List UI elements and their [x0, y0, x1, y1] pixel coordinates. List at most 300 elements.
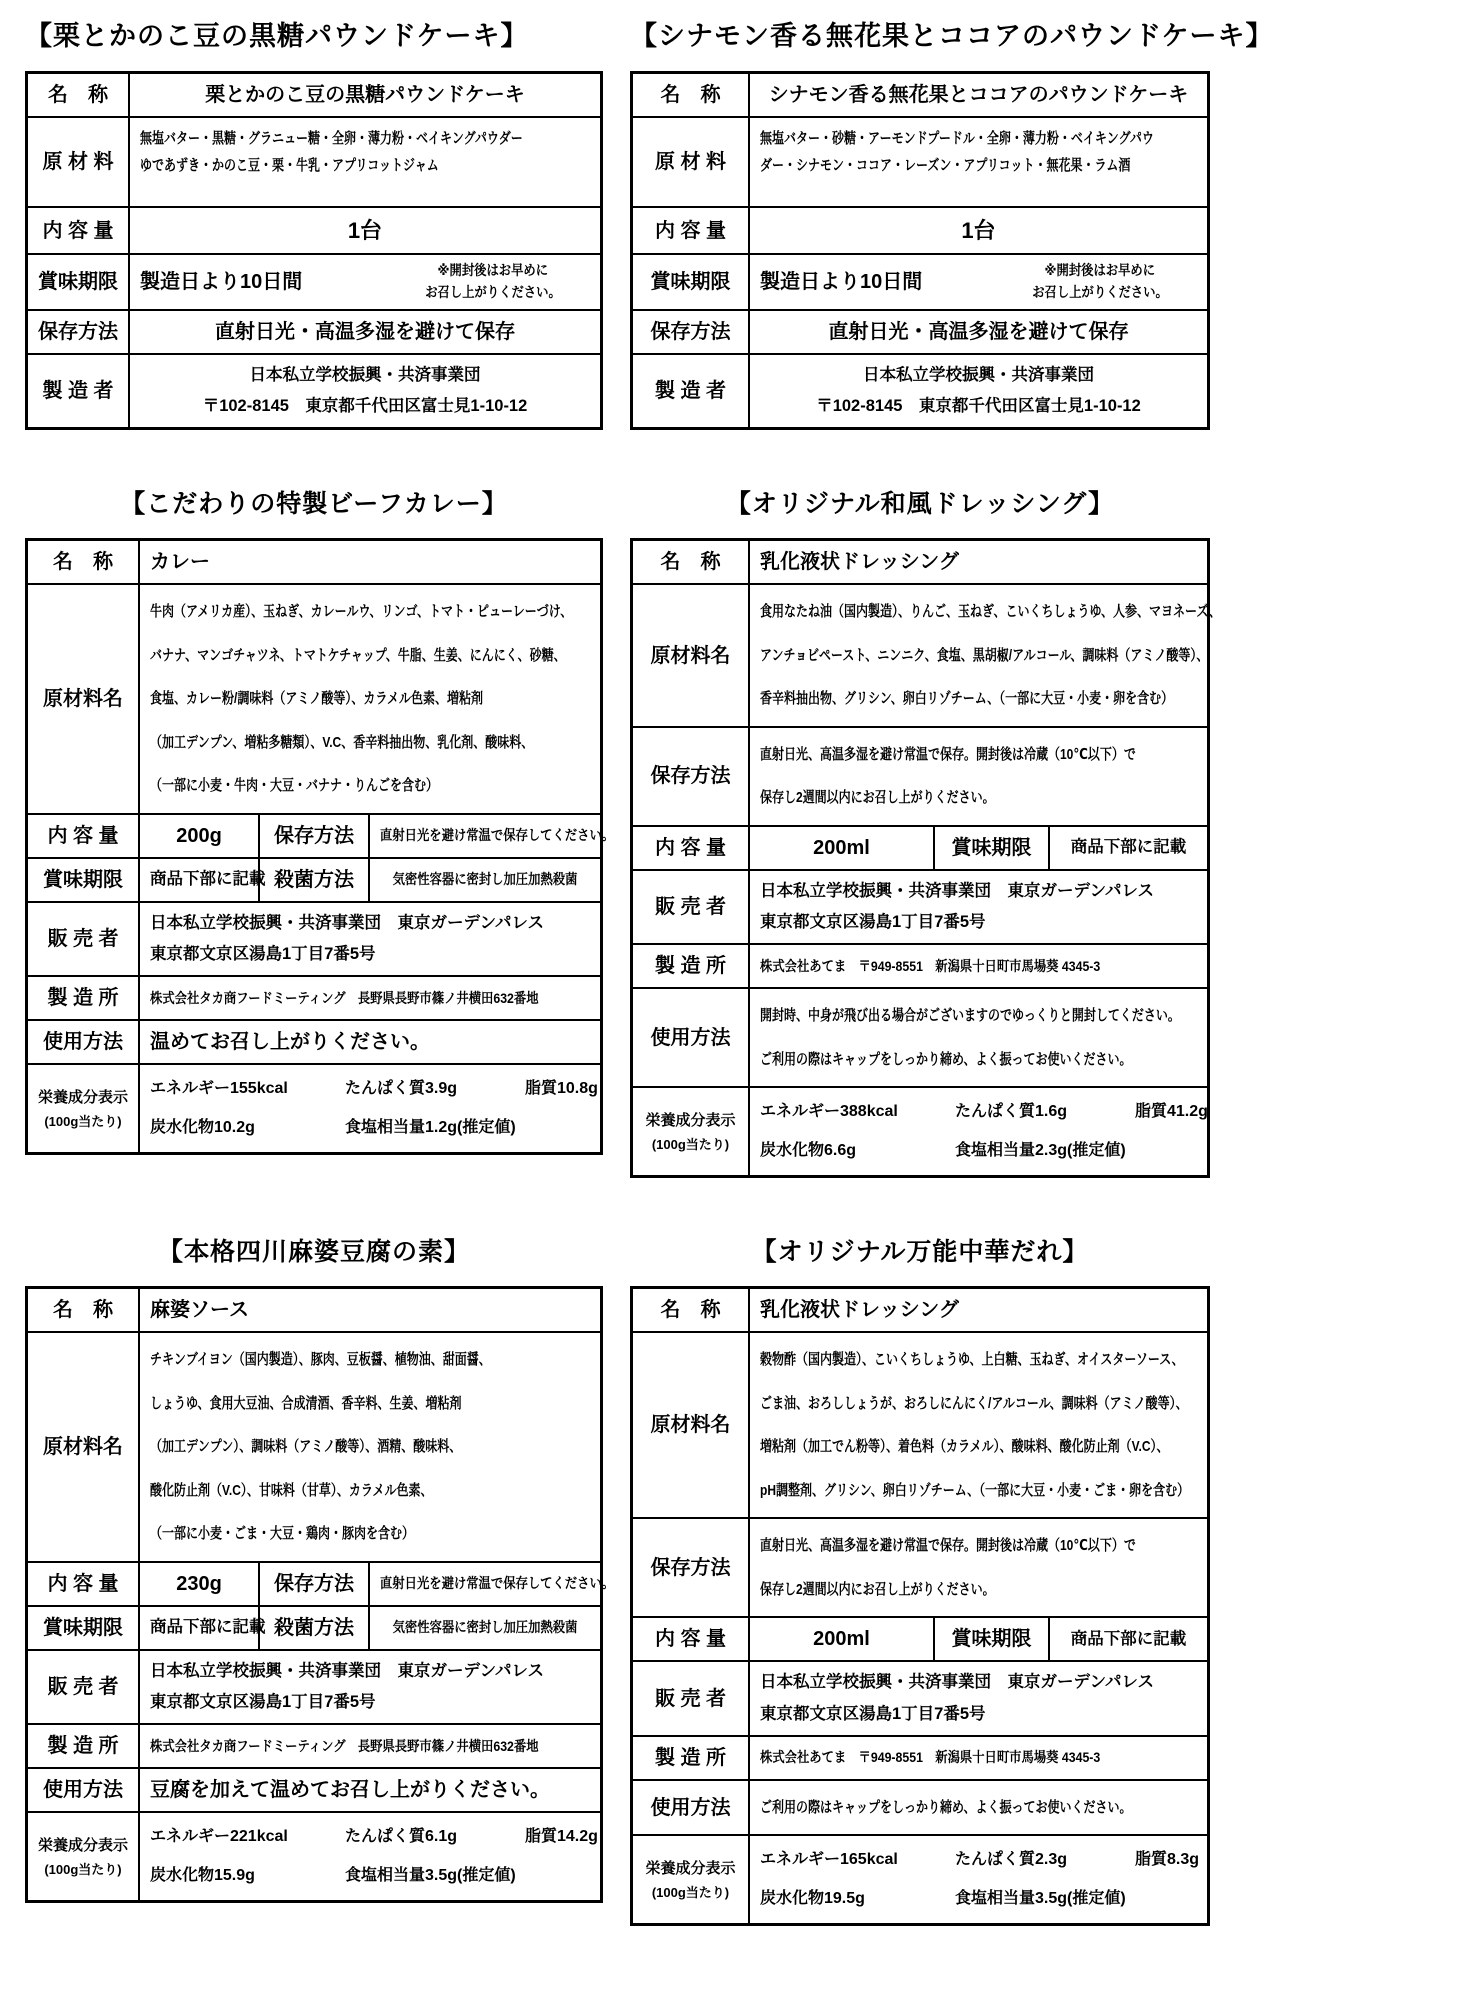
row-value [128, 208, 600, 253]
text-line: 栄養成分表示 [37, 1089, 128, 1107]
row-value [748, 355, 1207, 428]
text-line: 無塩バター・黒糖・グラニュー糖・全卵・薄力粉・ベイキングパウダー [140, 130, 523, 147]
text-line: お召し上がりください。 [1031, 283, 1168, 300]
nutrition-item: 炭水化物19.5g [760, 1889, 865, 1907]
row-value [748, 255, 992, 308]
text-line [760, 1841, 1200, 1879]
text-line: 〒102-8145 東京都千代田区富士見1-10-12 [816, 396, 1141, 415]
row-value [128, 311, 600, 353]
row-label [28, 1725, 138, 1767]
text-line: 1台 [961, 218, 996, 243]
row-value [138, 1725, 600, 1767]
table-row [633, 253, 1207, 308]
text-line: 内 容 量 [42, 219, 114, 242]
text-line [150, 1070, 598, 1108]
text-line: ご利用の際はキャップをしっかり締め、よく振ってお使いください。 [760, 1050, 1132, 1068]
text-line: 栄養成分表示 [645, 1860, 736, 1877]
table-row [28, 309, 600, 353]
nutrition-item: 脂質8.3g [1135, 1851, 1200, 1869]
row-label [633, 827, 748, 869]
table-row [28, 206, 600, 253]
product-cinnamon-fig-cocoa-pound-cake [630, 14, 1274, 430]
text-line: 豆腐を加えて温めてお召し上がりください。 [150, 1779, 550, 1802]
table-row [633, 1517, 1207, 1616]
row-value [748, 1289, 1207, 1331]
table-row [28, 1649, 600, 1724]
table-row [28, 1561, 615, 1605]
text-line: 酸化防止剤（V.C）、甘味料（甘草）、カラメル色素、 [150, 1481, 433, 1499]
nutrition-values [748, 1088, 1207, 1175]
row-value [748, 989, 1207, 1086]
text-line: アンチョビペースト、ニンニク、食塩、黒胡椒/アルコール、調味料（アミノ酸等）、 [760, 646, 1209, 664]
row-value [138, 1563, 258, 1605]
text-line: ごま油、おろししょうが、おろしにんにく/アルコール、調味料（アミノ酸等）、 [760, 1394, 1188, 1412]
table-row [28, 975, 600, 1019]
text-line: 名 称 [660, 84, 721, 106]
text-line: 商品下部に記載 [150, 870, 266, 889]
table-row [633, 1735, 1207, 1779]
nutrition-values [138, 1065, 600, 1152]
nutrition-label [28, 1065, 138, 1152]
opened-note [385, 255, 600, 308]
nutrition-label [633, 1088, 748, 1175]
text-line: 株式会社あてま 〒949-8551 新潟県十日町市馬場葵 4345-3 [760, 957, 1101, 974]
table-row [28, 253, 600, 308]
row-label [28, 118, 128, 206]
row-label [633, 945, 748, 987]
row-label [28, 311, 128, 353]
text-line: 200ml [813, 1628, 870, 1651]
text-line: 使用方法 [650, 1026, 731, 1049]
row-value [748, 1737, 1207, 1779]
text-line: 賞味期限 [43, 868, 123, 891]
table-row [633, 1779, 1207, 1835]
text-line: 日本私立学校振興・共済事業団 東京ガーデンパレス [760, 1673, 1155, 1692]
text-line: 原材料名 [650, 644, 731, 667]
text-line: 増粘剤（加工でん粉等）、着色料（カラメル）、酸味料、酸化防止剤（V.C）、 [760, 1438, 1169, 1456]
table-row [28, 857, 600, 901]
row-label [633, 74, 748, 116]
text-line: 保存方法 [650, 1556, 731, 1579]
nutrition-item: 脂質41.2g [1135, 1103, 1208, 1121]
text-line: 直射日光・高温多湿を避けて保存 [828, 320, 1129, 343]
row-value [138, 1769, 600, 1811]
text-line: 栄養成分表示 [37, 1837, 128, 1854]
text-line: (100g当たり) [44, 1861, 122, 1877]
text-line: ※開封後はお早めに [1044, 262, 1155, 279]
opened-note [992, 255, 1207, 308]
text-line: 1台 [347, 218, 383, 243]
text-line: 牛肉（アメリカ産）、玉ねぎ、カレールウ、リンゴ、トマト・ピューレーづけ、 [150, 603, 573, 621]
row-value [138, 1607, 266, 1649]
text-line: 賞味期限 [650, 270, 731, 293]
row-value [368, 1607, 600, 1649]
text-line: カレー [150, 551, 210, 574]
row-label [633, 255, 748, 308]
text-line: 商品下部に記載 [1070, 1629, 1187, 1648]
text-line: バナナ、マンゴチャツネ、トマトケチャップ、牛脂、生姜、にんにく、砂糖、 [150, 646, 566, 664]
nutrition-item: たんぱく質2.3g [955, 1851, 1068, 1869]
text-line: 日本私立学校振興・共済事業団 東京ガーデンパレス [150, 1661, 545, 1680]
table-row [633, 726, 1207, 825]
table-row [28, 1063, 600, 1152]
row-value [748, 1618, 933, 1660]
row-value [138, 1333, 600, 1561]
table-row [28, 813, 615, 857]
row-value [138, 815, 258, 857]
text-line: 原 材 料 [42, 151, 114, 173]
table-row [633, 1660, 1207, 1735]
row-label [633, 871, 748, 944]
text-line: 販 売 者 [654, 1687, 727, 1710]
row-value [128, 255, 385, 308]
table-row [633, 943, 1207, 987]
row-value [748, 1333, 1207, 1517]
product-beef-curry [25, 484, 615, 1155]
table-row [28, 353, 600, 428]
row-value [748, 827, 933, 869]
text-line: pH調整剤、グリシン、卵白リゾチーム、（一部に大豆・小麦・ごま・卵を含む） [760, 1481, 1190, 1499]
row-value [368, 815, 615, 857]
row-label [258, 1607, 368, 1649]
row-label [28, 1651, 138, 1724]
row-label [28, 1769, 138, 1811]
table-row [633, 1834, 1207, 1923]
row-label [258, 815, 368, 857]
row-label [258, 859, 368, 901]
row-label [633, 585, 748, 726]
row-label [633, 728, 748, 825]
table-row [633, 869, 1207, 944]
row-label [28, 1607, 138, 1649]
text-line: （一部に小麦・ごま・大豆・鶏肉・豚肉を含む） [150, 1525, 415, 1543]
row-value [138, 903, 600, 976]
row-value [138, 1651, 600, 1724]
row-value [368, 859, 600, 901]
table-row [633, 1289, 1207, 1331]
row-label [28, 815, 138, 857]
text-line: (100g当たり) [651, 1136, 730, 1152]
row-value [748, 585, 1221, 726]
nutrition-item: 食塩相当量3.5g(推定値) [955, 1889, 1126, 1907]
text-line: 栄養成分表示 [645, 1112, 736, 1130]
text-line: 賞味期限 [38, 270, 118, 293]
text-line: 株式会社タカ商フードミーティング 長野県長野市篠ノ井横田632番地 [150, 1737, 539, 1754]
text-line: 殺菌方法 [274, 868, 354, 891]
text-line: 東京都文京区湯島1丁目7番5号 [150, 945, 376, 964]
text-line: 内 容 量 [47, 824, 119, 847]
text-line: 麻婆ソース [150, 1299, 249, 1322]
text-line [150, 1857, 590, 1895]
text-line: 保存方法 [650, 320, 731, 343]
product-kuri-kanoko-pound-cake [25, 14, 603, 430]
table-row [28, 1723, 600, 1767]
text-line: 製造日より10日間 [140, 270, 303, 293]
row-value [1048, 827, 1207, 869]
row-label [633, 1662, 748, 1735]
text-line: 穀物酢（国内製造）、こいくちしょうゆ、上白糖、玉ねぎ、オイスターソース、 [760, 1351, 1184, 1369]
text-line: 保存方法 [38, 320, 118, 343]
text-line: ダー・シナモン・ココア・レーズン・アプリコット・無花果・ラム酒 [760, 157, 1131, 174]
spec-table [630, 538, 1221, 1178]
text-line: ご利用の際はキャップをしっかり締め、よく振ってお使いください。 [760, 1798, 1132, 1816]
row-value [138, 859, 266, 901]
text-line: 殺菌方法 [274, 1616, 354, 1639]
text-line: 200g [176, 824, 222, 847]
text-line: 直射日光を避け常温で保存してください。 [380, 1574, 615, 1591]
text-line: 気密性容器に密封し加圧加熱殺菌 [392, 1618, 578, 1635]
table-row [633, 206, 1207, 253]
text-line: シナモン香る無花果とココアのパウンドケーキ [768, 84, 1189, 106]
nutrition-item: エネルギー388kcal [760, 1103, 898, 1121]
text-line: しょうゆ、食用大豆油、合成清酒、香辛料、生姜、増粘剤 [150, 1394, 462, 1412]
row-value [748, 945, 1207, 987]
row-label [633, 311, 748, 353]
row-value [128, 118, 600, 206]
table-row [28, 74, 600, 116]
text-line: チキンブイヨン（国内製造）、豚肉、豆板醤、植物油、甜面醤、 [150, 1351, 491, 1369]
table-row [633, 825, 1207, 869]
table-row [28, 1811, 600, 1900]
table-row [28, 1289, 600, 1331]
text-line: 気密性容器に密封し加圧加熱殺菌 [392, 870, 578, 887]
text-line: 販 売 者 [654, 896, 727, 919]
row-label [933, 1618, 1048, 1660]
nutrition-item: 炭水化物6.6g [760, 1141, 857, 1159]
row-value [138, 585, 600, 813]
text-line: 乳化液状ドレッシング [760, 551, 959, 574]
table-row [633, 583, 1221, 726]
table-row [633, 74, 1207, 116]
text-line: 香辛料抽出物、グリシン、卵白リゾチーム、（一部に大豆・小麦・卵を含む） [760, 690, 1174, 708]
row-label [28, 355, 128, 428]
row-label [633, 1289, 748, 1331]
row-value [748, 311, 1207, 353]
table-row [633, 541, 1207, 583]
text-line: 賞味期限 [951, 836, 1032, 859]
text-line: 保存方法 [274, 824, 354, 847]
product-title: 【本格四川麻婆豆腐の素】 [157, 1238, 470, 1267]
text-line: 原材料名 [43, 1435, 123, 1458]
row-label [633, 541, 748, 583]
row-value [748, 1781, 1207, 1835]
text-line: 名 称 [53, 1299, 113, 1322]
text-line: 販 売 者 [47, 928, 119, 951]
text-line: （加工デンプン）、調味料（アミノ酸等）、酒精、酸味料、 [150, 1438, 462, 1456]
text-line: 原 材 料 [654, 151, 727, 173]
row-label [28, 903, 138, 976]
text-line: 保存方法 [650, 765, 731, 788]
row-value [748, 118, 1207, 206]
row-label [633, 208, 748, 253]
text-line: 栗とかのこ豆の黒糖パウンドケーキ [205, 84, 525, 106]
nutrition-item: エネルギー165kcal [760, 1851, 898, 1869]
text-line: 200ml [813, 836, 870, 859]
nutrition-item: 脂質14.2g [525, 1828, 598, 1846]
row-label [933, 827, 1048, 869]
product-mabo-tofu-sauce [25, 1232, 615, 1903]
row-value [128, 355, 600, 428]
text-line: 食塩、カレー粉/調味料（アミノ酸等）、カラメル色素、増粘剤 [150, 690, 483, 708]
nutrition-item: 食塩相当量2.3g(推定値) [955, 1141, 1126, 1159]
text-line: 乳化液状ドレッシング [760, 1299, 959, 1322]
text-line [760, 1093, 1208, 1131]
text-line: 製 造 所 [654, 1746, 727, 1769]
nutrition-item: たんぱく質1.6g [955, 1103, 1068, 1121]
text-line: 原材料名 [650, 1414, 731, 1437]
text-line: 名 称 [660, 551, 721, 574]
row-label [633, 1781, 748, 1835]
text-line: お召し上がりください。 [424, 283, 561, 300]
row-value [748, 74, 1207, 116]
row-label [28, 1563, 138, 1605]
text-line: 直射日光を避け常温で保存してください。 [380, 826, 615, 843]
text-line: 株式会社あてま 〒949-8551 新潟県十日町市馬場葵 4345-3 [760, 1749, 1101, 1766]
text-line: （一部に小麦・牛肉・大豆・バナナ・りんごを含む） [150, 777, 439, 795]
text-line: 内 容 量 [654, 1628, 727, 1651]
text-line: （加工デンプン、増粘多糖類）、V.C、香辛料抽出物、乳化剤、酸味料、 [150, 733, 534, 751]
row-label [28, 585, 138, 813]
text-line: (100g当たり) [44, 1113, 122, 1129]
text-line: 直射日光・高温多湿を避けて保存 [215, 320, 515, 343]
table-row [28, 1767, 600, 1811]
table-row [28, 541, 600, 583]
spec-table [630, 71, 1210, 430]
text-line: 日本私立学校振興・共済事業団 東京ガーデンパレス [150, 913, 545, 932]
text-line: 賞味期限 [951, 1628, 1032, 1651]
text-line: 製 造 者 [42, 379, 114, 402]
text-line: 開封時、中身が飛び出る場合がございますのでゆっくりと開封してください。 [760, 1007, 1180, 1025]
text-line [760, 1880, 1197, 1918]
text-line: 使用方法 [43, 1031, 123, 1054]
text-line: 内 容 量 [654, 219, 727, 242]
table-row [633, 1616, 1207, 1660]
text-line: 使用方法 [43, 1779, 123, 1802]
text-line [760, 1132, 1197, 1170]
table-row [633, 309, 1207, 353]
text-line: 内 容 量 [654, 836, 727, 859]
table-row [633, 987, 1207, 1086]
text-line: 〒102-8145 東京都千代田区富士見1-10-12 [202, 396, 528, 415]
text-line: 保存方法 [274, 1572, 354, 1595]
text-line: ゆであずき・かのこ豆・栗・牛乳・アプリコットジャム [140, 157, 439, 174]
row-value [748, 541, 1207, 583]
text-line: 保存し2週間以内にお召し上がりください。 [760, 789, 995, 807]
row-value [748, 208, 1207, 253]
spec-table [25, 538, 615, 1155]
nutrition-label [28, 1813, 138, 1900]
table-row [633, 116, 1207, 206]
text-line: 内 容 量 [47, 1572, 119, 1595]
row-label [633, 1333, 748, 1517]
nutrition-item: エネルギー221kcal [150, 1828, 288, 1846]
table-row [28, 1331, 600, 1561]
row-label [633, 355, 748, 428]
text-line: 原材料名 [43, 688, 123, 710]
nutrition-item: 炭水化物10.2g [150, 1118, 255, 1136]
text-line [150, 1109, 590, 1147]
text-line: 東京都文京区湯島1丁目7番5号 [760, 913, 986, 932]
text-line: 名 称 [660, 1299, 721, 1322]
text-line [150, 1818, 598, 1856]
row-label [633, 1618, 748, 1660]
text-line: 直射日光、高温多湿を避け常温で保存。開封後は冷蔵（10℃以下）で [760, 745, 1136, 763]
nutrition-values [138, 1813, 600, 1900]
nutrition-item: エネルギー155kcal [150, 1080, 288, 1098]
row-label [633, 989, 748, 1086]
product-title: 【シナモン香る無花果とココアのパウンドケーキ】 [630, 21, 1274, 51]
product-title: 【オリジナル万能中華だれ】 [751, 1238, 1089, 1267]
text-line: 株式会社タカ商フードミーティング 長野県長野市篠ノ井横田632番地 [150, 989, 539, 1006]
row-value [138, 977, 600, 1019]
text-line: 賞味期限 [43, 1616, 123, 1639]
products-grid [25, 14, 1464, 1980]
text-line: 東京都文京区湯島1丁目7番5号 [150, 1693, 376, 1712]
text-line: 製 造 者 [654, 379, 727, 402]
product-title: 【こだわりの特製ビーフカレー】 [120, 490, 508, 519]
nutrition-item: 食塩相当量1.2g(推定値) [345, 1118, 516, 1136]
nutrition-item: たんぱく質3.9g [345, 1080, 458, 1098]
text-line: 製造日より10日間 [760, 270, 923, 293]
row-value [748, 1519, 1207, 1616]
row-label [28, 208, 128, 253]
row-label [633, 118, 748, 206]
row-label [633, 1519, 748, 1616]
table-row [28, 116, 600, 206]
text-line: 名 称 [48, 84, 108, 106]
text-line: 日本私立学校振興・共済事業団 [863, 365, 1094, 384]
nutrition-item: 炭水化物15.9g [150, 1866, 255, 1884]
product-wafu-dressing [630, 484, 1221, 1178]
row-value [748, 871, 1207, 944]
text-line: ※開封後はお早めに [437, 262, 548, 279]
text-line: 販 売 者 [47, 1676, 119, 1699]
table-row [28, 901, 600, 976]
row-label [28, 1021, 138, 1063]
text-line: 食用なたね油（国内製造）、りんご、玉ねぎ、こいくちしょうゆ、人参、マヨネーズ、 [760, 603, 1221, 621]
row-label [28, 541, 138, 583]
row-value [748, 728, 1207, 825]
row-label [28, 1333, 138, 1561]
product-bannou-chuka-dare [630, 1232, 1210, 1926]
spec-table [25, 71, 603, 430]
table-row [633, 1086, 1207, 1175]
text-line: (100g当たり) [651, 1884, 730, 1900]
row-label [28, 74, 128, 116]
text-line: 保存し2週間以内にお召し上がりください。 [760, 1580, 995, 1598]
row-value [138, 1021, 600, 1063]
spec-table [630, 1286, 1210, 1926]
table-row [28, 583, 600, 813]
text-line: 温めてお召し上がりください。 [150, 1031, 430, 1054]
table-row [633, 353, 1207, 428]
row-value [138, 1289, 600, 1331]
spec-table [25, 1286, 615, 1903]
row-value [368, 1563, 615, 1605]
row-value [748, 1662, 1207, 1735]
nutrition-item: たんぱく質6.1g [345, 1828, 458, 1846]
text-line: 230g [176, 1572, 222, 1595]
row-label [258, 1563, 368, 1605]
row-value [128, 74, 600, 116]
product-title: 【栗とかのこ豆の黒糖パウンドケーキ】 [25, 21, 529, 51]
table-row [28, 1019, 600, 1063]
row-label [28, 255, 128, 308]
text-line: 製 造 所 [47, 1735, 119, 1758]
row-label [633, 1737, 748, 1779]
text-line: 無塩バター・砂糖・アーモンドプードル・全卵・薄力粉・ベイキングパウ [760, 130, 1154, 147]
row-label [28, 859, 138, 901]
